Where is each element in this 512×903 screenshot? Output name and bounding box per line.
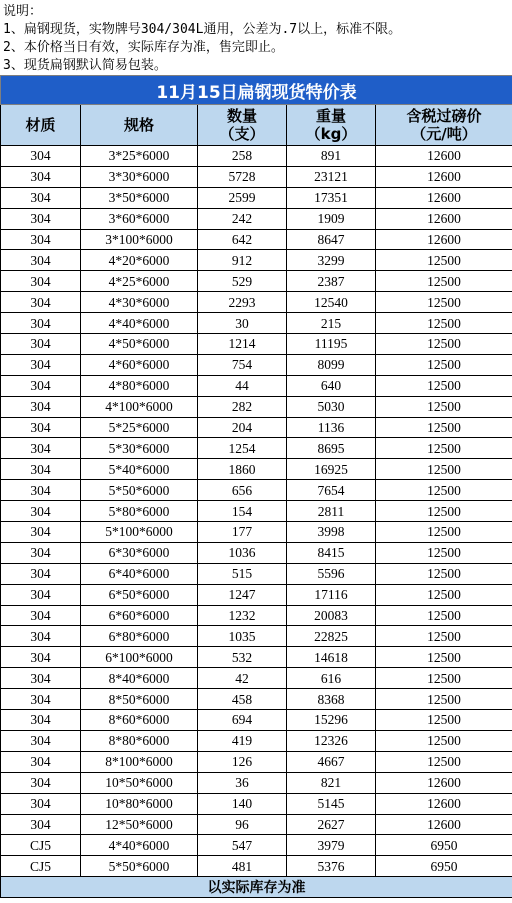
table-row: [1, 480, 512, 501]
cell-spec: 5*40*6000: [81, 459, 198, 480]
cell-quantity: 177: [198, 522, 287, 543]
cell-spec: 8*40*6000: [81, 668, 198, 689]
cell-material: 304: [1, 459, 81, 480]
cell-price: 6950: [376, 835, 512, 856]
cell-spec: 4*60*6000: [81, 354, 198, 375]
cell-price: 12600: [376, 187, 512, 208]
cell-price: 12500: [376, 292, 512, 313]
table-row: [1, 146, 512, 167]
cell-spec: 3*60*6000: [81, 208, 198, 229]
cell-price: 6950: [376, 856, 512, 877]
header-spec-label: 规格: [123, 116, 154, 134]
cell-spec: 8*60*6000: [81, 710, 198, 731]
cell-material: 304: [1, 208, 81, 229]
cell-quantity: 1860: [198, 459, 287, 480]
table-row: [1, 166, 512, 187]
cell-quantity: 515: [198, 563, 287, 584]
cell-price: 12500: [376, 354, 512, 375]
cell-spec: 5*100*6000: [81, 522, 198, 543]
table-row: [1, 835, 512, 856]
cell-material: 304: [1, 730, 81, 751]
cell-material: 304: [1, 480, 81, 501]
cell-spec: 3*50*6000: [81, 187, 198, 208]
header-weight-unit: （kg）: [305, 125, 357, 143]
table-row: [1, 856, 512, 877]
cell-weight: 1909: [287, 208, 376, 229]
cell-price: 12500: [376, 313, 512, 334]
cell-weight: 8695: [287, 438, 376, 459]
cell-price: 12600: [376, 793, 512, 814]
cell-spec: 5*80*6000: [81, 501, 198, 522]
cell-material: CJ5: [1, 835, 81, 856]
table-row: [1, 187, 512, 208]
cell-material: 304: [1, 375, 81, 396]
table-row: [1, 730, 512, 751]
cell-material: 304: [1, 313, 81, 334]
cell-price: 12500: [376, 459, 512, 480]
cell-spec: 6*80*6000: [81, 626, 198, 647]
cell-weight: 16925: [287, 459, 376, 480]
cell-price: 12500: [376, 710, 512, 731]
cell-price: 12600: [376, 229, 512, 250]
cell-quantity: 96: [198, 814, 287, 835]
cell-weight: 3998: [287, 522, 376, 543]
cell-quantity: 656: [198, 480, 287, 501]
cell-material: 304: [1, 187, 81, 208]
cell-quantity: 154: [198, 501, 287, 522]
cell-quantity: 30: [198, 313, 287, 334]
cell-quantity: 481: [198, 856, 287, 877]
cell-spec: 4*80*6000: [81, 375, 198, 396]
cell-spec: 4*100*6000: [81, 396, 198, 417]
cell-quantity: 282: [198, 396, 287, 417]
header-spec: [81, 105, 198, 146]
cell-weight: 821: [287, 772, 376, 793]
cell-quantity: 1247: [198, 584, 287, 605]
cell-quantity: 1232: [198, 605, 287, 626]
cell-price: 12500: [376, 751, 512, 772]
notes-line-2: 2、本价格当日有效，实际库存为准，售完即止。: [3, 40, 284, 55]
cell-material: 304: [1, 751, 81, 772]
cell-quantity: 44: [198, 375, 287, 396]
table-row: [1, 229, 512, 250]
cell-quantity: 529: [198, 271, 287, 292]
cell-spec: 5*30*6000: [81, 438, 198, 459]
cell-price: 12600: [376, 772, 512, 793]
cell-quantity: 258: [198, 146, 287, 167]
cell-spec: 3*100*6000: [81, 229, 198, 250]
cell-weight: 4667: [287, 751, 376, 772]
cell-spec: 5*25*6000: [81, 417, 198, 438]
cell-spec: 3*25*6000: [81, 146, 198, 167]
cell-price: 12500: [376, 730, 512, 751]
cell-quantity: 458: [198, 689, 287, 710]
cell-price: 12500: [376, 375, 512, 396]
cell-weight: 20083: [287, 605, 376, 626]
cell-weight: 8099: [287, 354, 376, 375]
table-row: [1, 710, 512, 731]
table-row: [1, 501, 512, 522]
cell-quantity: 204: [198, 417, 287, 438]
table-row: [1, 584, 512, 605]
cell-spec: 4*40*6000: [81, 835, 198, 856]
table-row: [1, 542, 512, 563]
cell-spec: 4*40*6000: [81, 313, 198, 334]
table-body: [1, 146, 512, 877]
cell-material: 304: [1, 146, 81, 167]
cell-weight: 5376: [287, 856, 376, 877]
cell-material: 304: [1, 166, 81, 187]
cell-quantity: 419: [198, 730, 287, 751]
cell-quantity: 1254: [198, 438, 287, 459]
cell-material: 304: [1, 772, 81, 793]
cell-material: 304: [1, 647, 81, 668]
cell-material: 304: [1, 271, 81, 292]
cell-price: 12600: [376, 166, 512, 187]
table-row: [1, 208, 512, 229]
cell-material: 304: [1, 584, 81, 605]
cell-price: 12500: [376, 271, 512, 292]
cell-price: 12500: [376, 689, 512, 710]
cell-material: 304: [1, 626, 81, 647]
header-material-label: 材质: [25, 116, 56, 134]
notes-block: [0, 0, 512, 75]
cell-material: 304: [1, 292, 81, 313]
cell-price: 12500: [376, 396, 512, 417]
header-quantity: [198, 105, 287, 146]
cell-spec: 4*30*6000: [81, 292, 198, 313]
table-footer: 以实际库存为准: [1, 877, 512, 898]
cell-quantity: 2599: [198, 187, 287, 208]
cell-price: 12500: [376, 584, 512, 605]
cell-quantity: 532: [198, 647, 287, 668]
table-row: [1, 292, 512, 313]
table-row: [1, 396, 512, 417]
cell-quantity: 547: [198, 835, 287, 856]
cell-weight: 2627: [287, 814, 376, 835]
cell-material: 304: [1, 542, 81, 563]
cell-price: 12500: [376, 647, 512, 668]
cell-quantity: 754: [198, 354, 287, 375]
header-row: [1, 105, 512, 146]
cell-weight: 1136: [287, 417, 376, 438]
cell-quantity: 694: [198, 710, 287, 731]
cell-weight: 11195: [287, 334, 376, 355]
cell-price: 12500: [376, 250, 512, 271]
table-row: [1, 605, 512, 626]
cell-weight: 23121: [287, 166, 376, 187]
cell-spec: 6*30*6000: [81, 542, 198, 563]
cell-material: 304: [1, 563, 81, 584]
header-material: [1, 105, 81, 146]
cell-spec: 6*40*6000: [81, 563, 198, 584]
cell-spec: 4*50*6000: [81, 334, 198, 355]
notes-line-3: 3、现货扁钢默认简易包装。: [3, 58, 167, 73]
cell-spec: 8*100*6000: [81, 751, 198, 772]
cell-material: 304: [1, 354, 81, 375]
cell-weight: 891: [287, 146, 376, 167]
cell-quantity: 42: [198, 668, 287, 689]
cell-quantity: 140: [198, 793, 287, 814]
cell-material: 304: [1, 334, 81, 355]
cell-weight: 8368: [287, 689, 376, 710]
table-row: [1, 668, 512, 689]
table-row: [1, 522, 512, 543]
notes-title: 说明：: [3, 4, 43, 19]
cell-spec: 3*30*6000: [81, 166, 198, 187]
cell-spec: 8*80*6000: [81, 730, 198, 751]
cell-weight: 3979: [287, 835, 376, 856]
table-row: [1, 375, 512, 396]
cell-quantity: 1214: [198, 334, 287, 355]
cell-quantity: 912: [198, 250, 287, 271]
table-row: [1, 271, 512, 292]
header-weight: [287, 105, 376, 146]
table-row: [1, 354, 512, 375]
cell-weight: 17351: [287, 187, 376, 208]
cell-weight: 8647: [287, 229, 376, 250]
cell-price: 12500: [376, 417, 512, 438]
cell-material: 304: [1, 605, 81, 626]
cell-weight: 2387: [287, 271, 376, 292]
cell-price: 12600: [376, 814, 512, 835]
cell-weight: 5145: [287, 793, 376, 814]
cell-material: 304: [1, 417, 81, 438]
cell-material: 304: [1, 522, 81, 543]
cell-quantity: 126: [198, 751, 287, 772]
cell-price: 12500: [376, 438, 512, 459]
header-price-label: 含税过磅价: [406, 107, 482, 125]
table-row: [1, 459, 512, 480]
table-row: [1, 417, 512, 438]
cell-weight: 5030: [287, 396, 376, 417]
cell-price: 12600: [376, 208, 512, 229]
cell-weight: 3299: [287, 250, 376, 271]
table-row: [1, 438, 512, 459]
table-row: [1, 772, 512, 793]
cell-quantity: 36: [198, 772, 287, 793]
cell-material: 304: [1, 668, 81, 689]
cell-spec: 10*50*6000: [81, 772, 198, 793]
cell-quantity: 242: [198, 208, 287, 229]
cell-weight: 14618: [287, 647, 376, 668]
cell-spec: 4*25*6000: [81, 271, 198, 292]
table-row: [1, 793, 512, 814]
cell-quantity: 1035: [198, 626, 287, 647]
header-weight-label: 重量: [315, 107, 346, 125]
cell-weight: 616: [287, 668, 376, 689]
cell-weight: 12326: [287, 730, 376, 751]
cell-spec: 6*50*6000: [81, 584, 198, 605]
cell-spec: 8*50*6000: [81, 689, 198, 710]
cell-weight: 2811: [287, 501, 376, 522]
cell-weight: 8415: [287, 542, 376, 563]
table-row: [1, 689, 512, 710]
notes-line-1: 1、扁钢现货，实物牌号304/304L通用，公差为.7以上，标准不限。: [3, 22, 402, 37]
cell-price: 12500: [376, 668, 512, 689]
table-row: [1, 751, 512, 772]
price-table: [0, 75, 512, 898]
cell-quantity: 1036: [198, 542, 287, 563]
table-title: 11月15日扁钢现货特价表: [1, 76, 512, 105]
cell-price: 12500: [376, 334, 512, 355]
cell-spec: 5*50*6000: [81, 480, 198, 501]
cell-weight: 22825: [287, 626, 376, 647]
header-price-unit: （元/吨）: [411, 125, 477, 143]
header-quantity-unit: （支）: [219, 125, 265, 143]
cell-material: 304: [1, 793, 81, 814]
cell-material: 304: [1, 710, 81, 731]
cell-weight: 7654: [287, 480, 376, 501]
cell-material: 304: [1, 689, 81, 710]
table-row: [1, 647, 512, 668]
header-quantity-label: 数量: [226, 107, 257, 125]
cell-price: 12500: [376, 501, 512, 522]
cell-price: 12500: [376, 563, 512, 584]
cell-material: 304: [1, 501, 81, 522]
cell-price: 12500: [376, 480, 512, 501]
cell-spec: 4*20*6000: [81, 250, 198, 271]
cell-material: CJ5: [1, 856, 81, 877]
cell-price: 12600: [376, 146, 512, 167]
cell-spec: 10*80*6000: [81, 793, 198, 814]
cell-spec: 12*50*6000: [81, 814, 198, 835]
table-row: [1, 313, 512, 334]
cell-spec: 5*50*6000: [81, 856, 198, 877]
cell-price: 12500: [376, 626, 512, 647]
cell-weight: 215: [287, 313, 376, 334]
cell-spec: 6*60*6000: [81, 605, 198, 626]
cell-weight: 12540: [287, 292, 376, 313]
cell-quantity: 642: [198, 229, 287, 250]
cell-price: 12500: [376, 605, 512, 626]
cell-material: 304: [1, 229, 81, 250]
cell-weight: 15296: [287, 710, 376, 731]
cell-quantity: 2293: [198, 292, 287, 313]
header-price: [376, 105, 512, 146]
cell-quantity: 5728: [198, 166, 287, 187]
cell-spec: 6*100*6000: [81, 647, 198, 668]
cell-weight: 17116: [287, 584, 376, 605]
cell-price: 12500: [376, 542, 512, 563]
cell-price: 12500: [376, 522, 512, 543]
cell-material: 304: [1, 396, 81, 417]
cell-material: 304: [1, 814, 81, 835]
table-row: [1, 814, 512, 835]
table-row: [1, 563, 512, 584]
cell-material: 304: [1, 438, 81, 459]
table-row: [1, 626, 512, 647]
table-row: [1, 250, 512, 271]
cell-weight: 640: [287, 375, 376, 396]
cell-material: 304: [1, 250, 81, 271]
table-row: [1, 334, 512, 355]
cell-weight: 5596: [287, 563, 376, 584]
